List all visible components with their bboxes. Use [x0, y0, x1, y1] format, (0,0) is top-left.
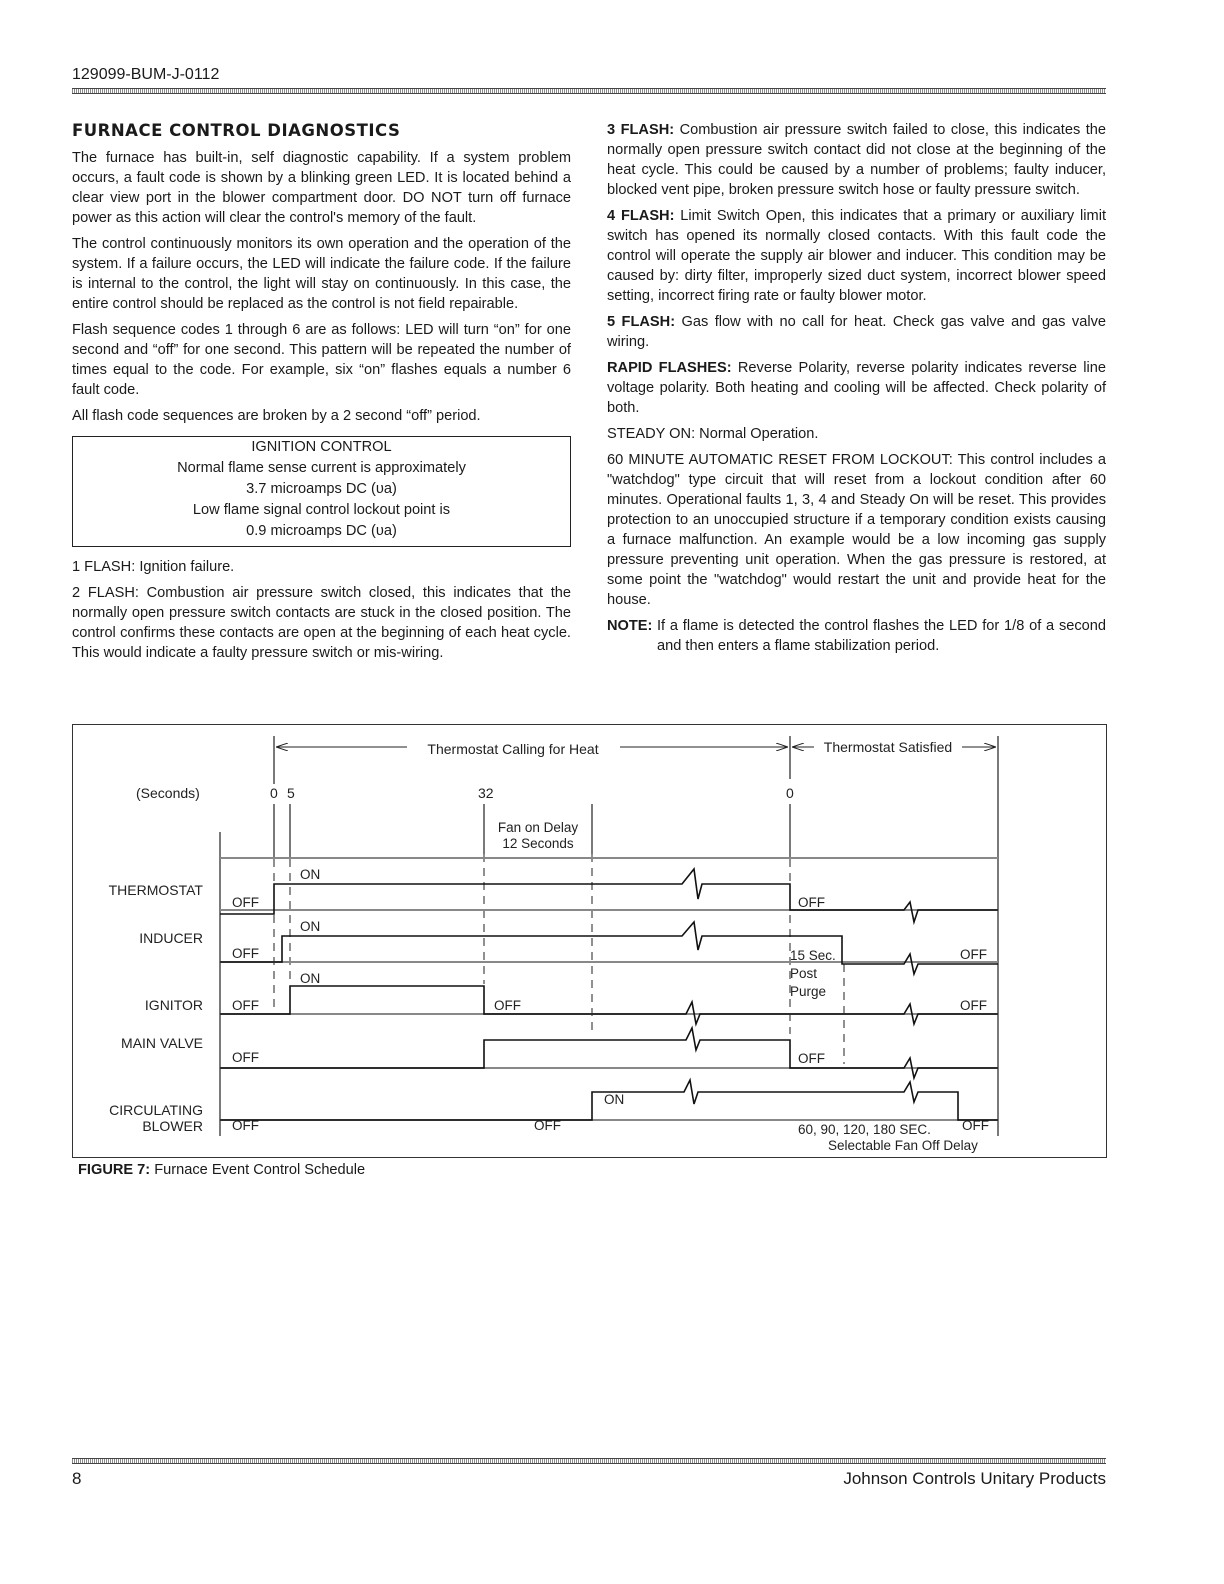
inducer-on: ON: [300, 919, 321, 934]
blower-off: OFF: [232, 1118, 259, 1133]
ignition-box-line: 0.9 microamps DC (υa): [246, 523, 397, 539]
blower-off-delay: OFF: [534, 1118, 561, 1133]
row-blower: BLOWER: [142, 1118, 203, 1134]
thermostat-on: ON: [300, 867, 321, 882]
fan-off-delay-label: Selectable Fan Off Delay: [828, 1138, 978, 1153]
tick-0-satisfied: 0: [786, 785, 794, 801]
row-inducer: INDUCER: [139, 930, 203, 946]
inducer-off: OFF: [232, 946, 259, 961]
steady-on: STEADY ON: Normal Operation.: [607, 426, 819, 442]
figure-caption: [78, 1162, 365, 1178]
flash-code-1: 1 FLASH: Ignition failure.: [72, 559, 235, 575]
row-thermostat: THERMOSTAT: [108, 882, 203, 898]
row-ignitor: IGNITOR: [144, 997, 203, 1013]
row-main-valve: MAIN VALVE: [121, 1035, 203, 1051]
ignition-box-line: Low flame signal control lockout point is: [192, 502, 451, 518]
fan-delay-seconds: 12 Seconds: [502, 836, 574, 851]
main-valve-off: OFF: [232, 1050, 259, 1065]
tick-0: 0: [270, 785, 278, 801]
page-number: 8: [72, 1469, 82, 1488]
main-valve-off-after: OFF: [798, 1051, 825, 1066]
left-column: [72, 120, 571, 669]
ignition-box-line: 3.7 microamps DC (υa): [246, 481, 397, 497]
thermostat-off: OFF: [232, 895, 259, 910]
section-heading: FURNACE CONTROL DIAGNOSTICS: [72, 121, 401, 140]
flash-code-4: 4 FLASH: Limit Switch Open, this indicates that a primary or auxiliary limit switch has opened its normally closed contacts. With this fault code the control will operate the supply air blower and inducer. This condition may be caused by: dirty filter, improperly sized duct system, incorrect blower speed setting, incorrect firing rate or faulty blower motor.: [607, 208, 1106, 304]
figure-caption-label: FIGURE 7:: [78, 1162, 151, 1178]
note: [607, 616, 1106, 656]
satisfied-label: Thermostat Satisfied: [823, 739, 953, 755]
auto-reset: 60 MINUTE AUTOMATIC RESET FROM LOCKOUT: This control includes a "watchdog" type circuit that will reset from a lockout condition after 60 minutes. Operational faults 1, 3, 4 and Steady On will be reset. This provides protection to an unoccupied structure if a temporary condition exists causing a furnace malfunction. An example would be a low incoming gas supply pressure preventing unit operation. When the gas pressure is restored, at some point the "watchdog" would restart the unit and provide heat for the house.: [607, 452, 1106, 608]
blower-on: ON: [604, 1092, 625, 1107]
tick-32: 32: [478, 785, 494, 801]
paragraph: Flash sequence codes 1 through 6 are as follows: LED will turn “on” for one second and “off” for one second. This pattern will be repeated the number of times equal to the code. For example, six “on” flashes equals a number 6 fault code.: [72, 322, 571, 398]
company-name: Johnson Controls Unitary Products: [843, 1469, 1106, 1488]
post-purge-post: Post: [790, 966, 818, 981]
row-circulating: CIRCULATING: [109, 1102, 203, 1118]
post-purge-purge: Purge: [790, 984, 827, 999]
fan-delay-label: Fan on Delay: [497, 820, 579, 835]
post-purge-seconds: 15 Sec.: [790, 948, 836, 963]
footer-rule: [72, 1458, 1106, 1464]
document-number: 129099-BUM-J-0112: [72, 66, 220, 83]
note-text: If a flame is detected the control flashes the LED for 1/8 of a second and then enters a flame stabilization period.: [657, 618, 1106, 654]
ignition-box-line: Normal flame sense current is approximately: [177, 460, 466, 476]
paragraph: The control continuously monitors its own operation and the operation of the system. If a failure occurs, the LED will indicate the failure code. If the failure is internal to the control, the light will stay on continuously. In this case, the entire control should be replaced as the control is not field repairable.: [72, 236, 571, 312]
rapid-flashes: RAPID FLASHES: Reverse Polarity, reverse polarity indicates reverse line voltage polarity. Both heating and cooling will be affected. Check polarity of both.: [607, 360, 1106, 416]
furnace-event-control-schedule: [72, 724, 1108, 1160]
fan-off-delay-values: 60, 90, 120, 180 SEC.: [798, 1122, 931, 1137]
figure-caption-text: Furnace Event Control Schedule: [150, 1162, 366, 1178]
blower-off-end: OFF: [962, 1118, 989, 1133]
flash-code-5: 5 FLASH: Gas flow with no call for heat. Check gas valve and gas valve wiring.: [607, 314, 1106, 350]
ignitor-on: ON: [300, 971, 321, 986]
flash-code-2: 2 FLASH: Combustion air pressure switch closed, this indicates that the normally open pressure switch contacts are stuck in the closed position. The control confirms these contacts are open at the beginning of each heat cycle. This would indicate a faulty pressure switch or mis-wiring.: [72, 585, 571, 661]
paragraph: The furnace has built-in, self diagnostic capability. If a system problem occurs, a fault code is shown by a blinking green LED. It is located behind a clear view port in the blower compartment door. DO NOT turn off furnace power as this action will clear the control's memory of the fault.: [72, 150, 571, 226]
header-rule: [72, 88, 1106, 94]
seconds-label: (Seconds): [136, 785, 200, 801]
flash-code-3: 3 FLASH: Combustion air pressure switch failed to close, this indicates the normally open pressure switch contact did not close at the beginning of the heat cycle. This could be caused by a number of problems; faulty inducer, blocked vent pipe, broken pressure switch hose or faulty pressure switch.: [607, 122, 1106, 198]
note-label: NOTE:: [607, 618, 653, 634]
signal-traces: [220, 869, 998, 1120]
right-column: [607, 120, 1106, 656]
ignitor-off: OFF: [232, 998, 259, 1013]
inducer-off-after: OFF: [960, 947, 987, 962]
tick-5: 5: [287, 785, 295, 801]
thermostat-off-after: OFF: [798, 895, 825, 910]
paragraph: All flash code sequences are broken by a 2 second “off” period.: [72, 408, 481, 424]
ignitor-off-end: OFF: [960, 998, 987, 1013]
calling-for-heat-label: Thermostat Calling for Heat: [427, 741, 599, 757]
ignition-control-box: [72, 436, 571, 547]
ignition-box-title: IGNITION CONTROL: [251, 439, 392, 455]
ignitor-off-after: OFF: [494, 998, 521, 1013]
